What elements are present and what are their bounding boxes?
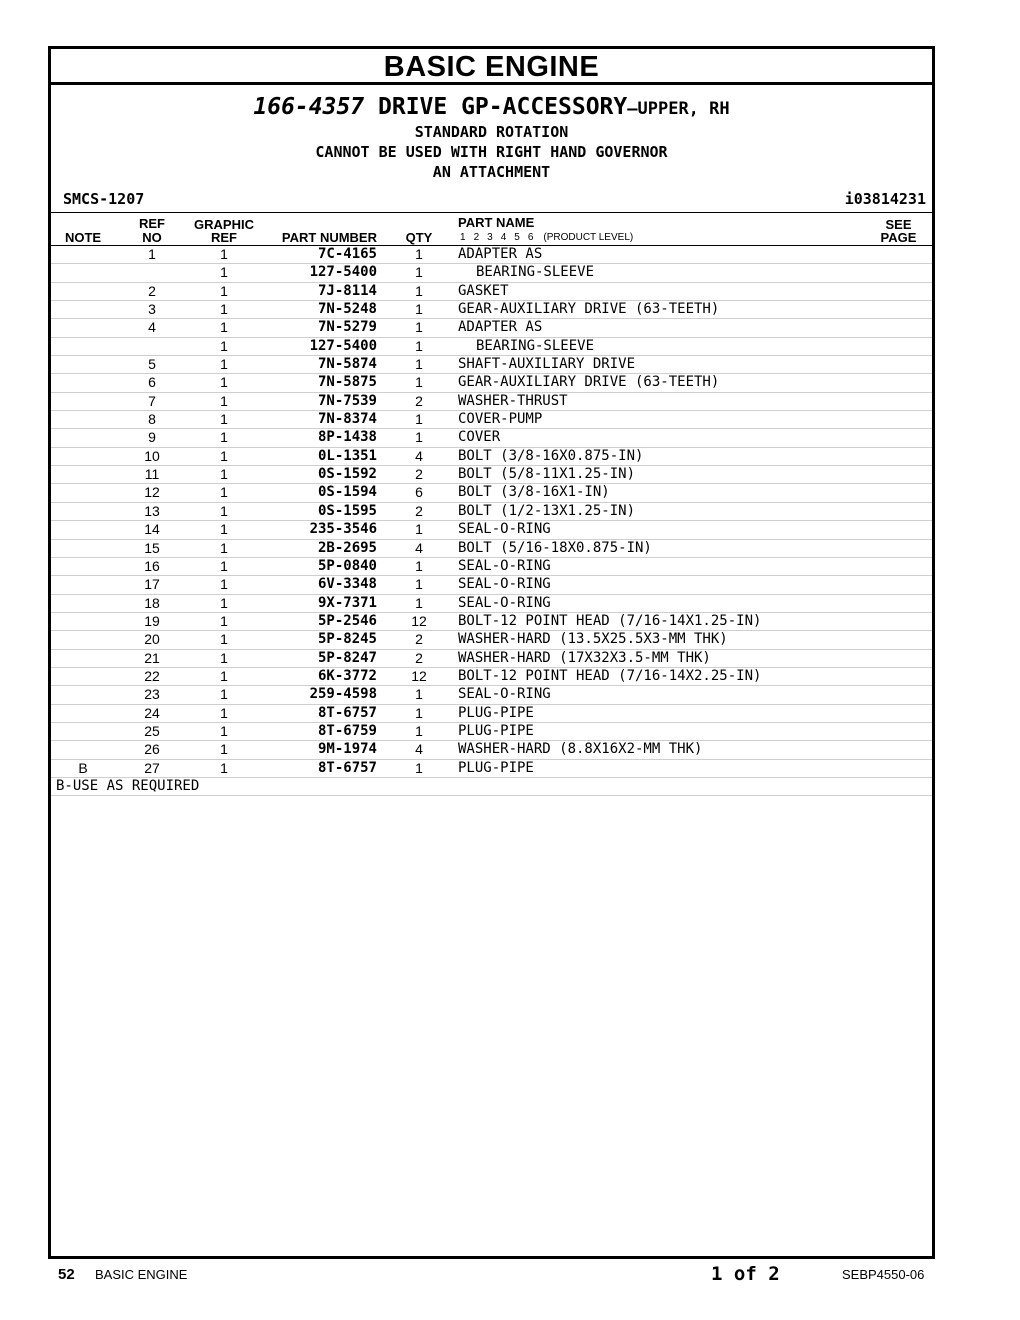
- part-name-cell: BOLT (1/2-13X1.25-IN): [458, 502, 636, 519]
- table-row: [51, 338, 932, 356]
- part-number-cell: 0S-1595: [317, 502, 377, 519]
- ref-no-cell: 15: [144, 539, 160, 556]
- qty-cell: 2: [415, 392, 423, 409]
- graphic-ref-cell: 1: [220, 612, 228, 629]
- part-name-cell: WASHER-THRUST: [458, 392, 568, 409]
- ref-no-cell: 1: [148, 246, 156, 262]
- col-header-graphic: GRAPHIC: [194, 217, 254, 232]
- table-row: [51, 466, 932, 484]
- part-name-cell: BOLT-12 POINT HEAD (7/16-14X2.25-IN): [458, 667, 762, 684]
- qty-cell: 1: [415, 594, 423, 611]
- part-number-cell: 8T-6757: [317, 759, 377, 776]
- table-row: [51, 558, 932, 576]
- table-row: [51, 283, 932, 301]
- part-name-cell: GEAR-AUXILIARY DRIVE (63-TEETH): [458, 301, 720, 318]
- footer-section: BASIC ENGINE: [95, 1267, 188, 1282]
- part-name-cell: PLUG-PIPE: [458, 704, 534, 721]
- caption-line: CANNOT BE USED WITH RIGHT HAND GOVERNOR: [315, 143, 668, 161]
- table-row: [51, 668, 932, 686]
- part-number-cell: 7N-8374: [317, 411, 377, 428]
- ref-no-cell: 18: [144, 594, 160, 611]
- qty-cell: 4: [415, 447, 423, 464]
- part-number-cell: 5P-2546: [317, 612, 377, 629]
- part-name-cell: COVER-PUMP: [458, 411, 543, 428]
- table-row: [51, 576, 932, 594]
- part-number-cell: 2B-2695: [317, 539, 377, 556]
- part-number-cell: 7J-8114: [317, 282, 377, 299]
- qty-cell: 1: [415, 576, 423, 593]
- graphic-ref-cell: 1: [220, 466, 228, 483]
- table-row: [51, 356, 932, 374]
- qty-cell: 2: [415, 502, 423, 519]
- ref-no-cell: 12: [144, 484, 160, 501]
- part-number-cell: 127-5400: [309, 337, 377, 354]
- part-number-cell: 8P-1438: [317, 429, 377, 446]
- qty-cell: 6: [415, 484, 423, 501]
- table-row: [51, 595, 932, 613]
- col-header-qty: QTY: [405, 230, 433, 245]
- graphic-ref-cell: 1: [220, 301, 228, 318]
- part-name-cell: SEAL-O-RING: [458, 521, 551, 538]
- qty-cell: 12: [411, 667, 427, 684]
- graphic-ref-cell: 1: [220, 337, 228, 354]
- graphic-ref-cell: 1: [220, 667, 228, 684]
- ref-no-cell: 17: [144, 576, 160, 593]
- part-name-cell: WASHER-HARD (17X32X3.5-MM THK): [458, 649, 711, 666]
- part-name-cell: ADAPTER AS: [458, 246, 543, 262]
- notes-line: B-USE AS REQUIRED: [51, 778, 932, 796]
- ref-no-cell: 20: [144, 631, 160, 648]
- part-number-cell: 5P-8247: [317, 649, 377, 666]
- part-number-cell: 235-3546: [309, 521, 377, 538]
- level-number: 2: [473, 232, 480, 243]
- footer-doc-number: SEBP4550-06: [842, 1267, 925, 1282]
- qty-cell: 2: [415, 631, 423, 648]
- part-number-cell: 7N-5875: [317, 374, 377, 391]
- part-name-cell: ADAPTER AS: [458, 319, 543, 336]
- table-row: [51, 705, 932, 723]
- table-row: [51, 686, 932, 704]
- part-name-cell: PLUG-PIPE: [458, 759, 534, 776]
- table-row: [51, 484, 932, 502]
- level-number: 6: [527, 232, 534, 243]
- part-name-cell: SHAFT-AUXILIARY DRIVE: [458, 356, 636, 373]
- graphic-ref-cell: 1: [220, 319, 228, 336]
- ref-no-cell: 26: [144, 741, 160, 758]
- parts-table-body: [51, 246, 932, 796]
- part-name-cell: COVER: [458, 429, 501, 446]
- col-header-ref: REF: [139, 216, 165, 231]
- qty-cell: 1: [415, 319, 423, 336]
- col-header-see: SEE: [885, 217, 912, 232]
- caption-line: STANDARD ROTATION: [414, 123, 569, 141]
- ref-no-cell: 8: [148, 411, 156, 428]
- part-number-cell: 7N-5248: [317, 301, 377, 318]
- note-cell: B: [78, 759, 88, 776]
- ref-no-cell: 5: [148, 356, 156, 373]
- part-name-cell: BOLT-12 POINT HEAD (7/16-14X1.25-IN): [458, 612, 762, 629]
- table-row: [51, 723, 932, 741]
- qty-cell: 1: [415, 759, 423, 776]
- graphic-ref-cell: 1: [220, 429, 228, 446]
- part-name-cell: SEAL-O-RING: [458, 557, 551, 574]
- part-number-cell: 0S-1592: [317, 466, 377, 483]
- graphic-ref-cell: 1: [220, 392, 228, 409]
- table-row: [51, 503, 932, 521]
- qty-cell: 1: [415, 411, 423, 428]
- graphic-ref-cell: 1: [220, 594, 228, 611]
- product-level-label: (PRODUCT LEVEL): [543, 232, 634, 243]
- table-row: [51, 613, 932, 631]
- graphic-ref-cell: 1: [220, 539, 228, 556]
- part-name-cell: SEAL-O-RING: [458, 594, 551, 611]
- table-row: [51, 631, 932, 649]
- part-number-cell: 9X-7371: [317, 594, 377, 611]
- ref-no-cell: 9: [148, 429, 156, 446]
- graphic-ref-cell: 1: [220, 741, 228, 758]
- qty-cell: 4: [415, 741, 423, 758]
- ref-no-cell: 4: [148, 319, 156, 336]
- illustration-id: i03814231: [844, 190, 926, 208]
- table-row: [51, 301, 932, 319]
- ref-no-cell: 11: [144, 466, 160, 483]
- smcs-code: SMCS-1207: [63, 190, 145, 208]
- part-number-cell: 7N-7539: [317, 392, 377, 409]
- graphic-ref-cell: 1: [220, 447, 228, 464]
- part-number-cell: 9M-1974: [317, 741, 377, 758]
- part-name-cell: SEAL-O-RING: [458, 686, 551, 703]
- graphic-ref-cell: 1: [220, 411, 228, 428]
- qty-cell: 1: [415, 722, 423, 739]
- ref-no-cell: 14: [144, 521, 160, 538]
- table-row: [51, 319, 932, 337]
- graphic-ref-cell: 1: [220, 246, 228, 262]
- level-number: 5: [514, 232, 520, 243]
- part-name-cell: GEAR-AUXILIARY DRIVE (63-TEETH): [458, 374, 720, 391]
- qty-cell: 2: [415, 466, 423, 483]
- qty-cell: 12: [411, 612, 427, 629]
- qty-cell: 1: [415, 686, 423, 703]
- section-title: BASIC ENGINE: [51, 49, 932, 85]
- table-row: [51, 246, 932, 264]
- graphic-ref-cell: 1: [220, 502, 228, 519]
- table-row: [51, 650, 932, 668]
- qty-cell: 1: [415, 374, 423, 391]
- part-number-cell: 259-4598: [309, 686, 377, 703]
- part-name-cell: BEARING-SLEEVE: [476, 337, 595, 354]
- graphic-ref-cell: 1: [220, 374, 228, 391]
- part-number-cell: 5P-0840: [317, 557, 377, 574]
- col-header-part-number: PART NUMBER: [281, 230, 377, 245]
- table-row: [51, 741, 932, 759]
- qty-cell: 1: [415, 282, 423, 299]
- qty-cell: 1: [415, 301, 423, 318]
- part-number-cell: 8T-6757: [317, 704, 377, 721]
- ref-no-cell: 13: [144, 502, 160, 519]
- qty-cell: 1: [415, 356, 423, 373]
- qty-cell: 1: [415, 557, 423, 574]
- graphic-ref-cell: 1: [220, 521, 228, 538]
- group-name-suffix: —UPPER, RH: [627, 99, 730, 119]
- ref-no-cell: 23: [144, 686, 160, 703]
- part-number-cell: 8T-6759: [317, 722, 377, 739]
- col-header-see-page: PAGE: [880, 230, 917, 245]
- table-row: [51, 374, 932, 392]
- footer-page-number: 52: [58, 1266, 75, 1283]
- qty-cell: 1: [415, 704, 423, 721]
- col-header-ref-no: NO: [142, 230, 162, 245]
- group-heading: [51, 93, 932, 123]
- qty-cell: 1: [415, 264, 423, 281]
- table-row: [51, 448, 932, 466]
- part-name-cell: BOLT (5/16-18X0.875-IN): [458, 539, 652, 556]
- ref-no-cell: 19: [144, 612, 160, 629]
- part-number-cell: 7N-5874: [317, 356, 377, 373]
- ref-no-cell: 16: [144, 557, 160, 574]
- ref-no-cell: 2: [148, 282, 156, 299]
- ref-no-cell: 6: [148, 374, 156, 391]
- part-number-cell: 5P-8245: [317, 631, 377, 648]
- graphic-ref-cell: 1: [220, 649, 228, 666]
- graphic-ref-cell: 1: [220, 722, 228, 739]
- ref-no-cell: 24: [144, 704, 160, 721]
- ref-no-cell: 27: [144, 759, 160, 776]
- qty-cell: 1: [415, 246, 423, 262]
- table-row: [51, 393, 932, 411]
- part-number-cell: 0S-1594: [317, 484, 377, 501]
- table-row: [51, 540, 932, 558]
- ref-no-cell: 3: [148, 301, 156, 318]
- part-number-cell: 7N-5279: [317, 319, 377, 336]
- table-row: [51, 760, 932, 778]
- ref-no-cell: 10: [144, 447, 160, 464]
- graphic-ref-cell: 1: [220, 484, 228, 501]
- ref-no-cell: 7: [148, 392, 156, 409]
- part-name-cell: BOLT (5/8-11X1.25-IN): [458, 466, 636, 483]
- graphic-ref-cell: 1: [220, 759, 228, 776]
- qty-cell: 2: [415, 649, 423, 666]
- qty-cell: 1: [415, 337, 423, 354]
- graphic-ref-cell: 1: [220, 704, 228, 721]
- part-name-cell: WASHER-HARD (8.8X16X2-MM THK): [458, 741, 703, 758]
- parts-page-frame: [48, 46, 935, 1259]
- part-name-cell: GASKET: [458, 282, 509, 299]
- level-number: 4: [500, 232, 507, 243]
- graphic-ref-cell: 1: [220, 356, 228, 373]
- part-name-cell: BEARING-SLEEVE: [476, 264, 595, 281]
- caption-line: AN ATTACHMENT: [432, 163, 551, 181]
- ref-no-cell: 22: [144, 667, 160, 684]
- graphic-ref-cell: 1: [220, 686, 228, 703]
- part-name-cell: PLUG-PIPE: [458, 722, 534, 739]
- part-name-cell: BOLT (3/8-16X0.875-IN): [458, 447, 644, 464]
- table-row: [51, 411, 932, 429]
- graphic-ref-cell: 1: [220, 264, 228, 281]
- part-number-cell: 127-5400: [309, 264, 377, 281]
- ref-no-cell: 21: [144, 649, 160, 666]
- level-number: 1: [460, 232, 466, 243]
- part-name-cell: WASHER-HARD (13.5X25.5X3-MM THK): [458, 631, 728, 648]
- graphic-ref-cell: 1: [220, 557, 228, 574]
- part-name-cell: BOLT (3/8-16X1-IN): [458, 484, 610, 501]
- part-number-cell: 6K-3772: [317, 667, 377, 684]
- product-levels: [460, 232, 633, 244]
- ref-no-cell: 25: [144, 722, 160, 739]
- qty-cell: 4: [415, 539, 423, 556]
- qty-cell: 1: [415, 521, 423, 538]
- part-number-cell: 7C-4165: [317, 246, 377, 262]
- group-name: DRIVE GP-ACCESSORY: [364, 94, 628, 120]
- table-row: [51, 429, 932, 447]
- col-header-part-name: PART NAME: [458, 215, 535, 230]
- graphic-ref-cell: 1: [220, 576, 228, 593]
- col-header-note: NOTE: [64, 230, 102, 245]
- level-number: 3: [487, 232, 493, 243]
- part-name-cell: SEAL-O-RING: [458, 576, 551, 593]
- part-number-cell: 0L-1351: [317, 447, 377, 464]
- divider: [51, 212, 932, 213]
- table-row: [51, 521, 932, 539]
- col-header-graphic-ref: REF: [211, 230, 237, 245]
- footer-sheet: 1 of 2: [711, 1263, 780, 1285]
- part-number-cell: 6V-3348: [317, 576, 377, 593]
- group-part-number: 166-4357: [253, 94, 365, 120]
- qty-cell: 1: [415, 429, 423, 446]
- graphic-ref-cell: 1: [220, 631, 228, 648]
- table-row: [51, 264, 932, 282]
- graphic-ref-cell: 1: [220, 282, 228, 299]
